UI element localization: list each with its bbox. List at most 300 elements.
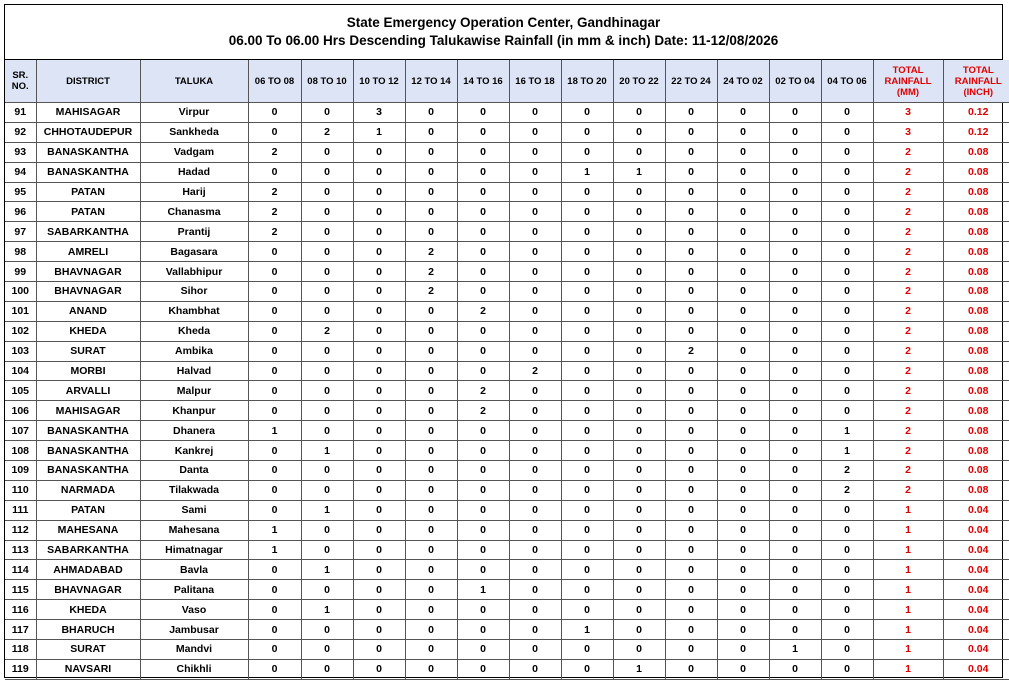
taluka-cell: Chikhli — [140, 659, 248, 679]
sr-no-cell: 107 — [5, 421, 36, 441]
slot-rainfall-cell: 0 — [353, 500, 405, 520]
total-inch-cell: 0.04 — [943, 640, 1009, 660]
slot-rainfall-cell: 0 — [353, 441, 405, 461]
slot-rainfall-cell: 0 — [301, 659, 353, 679]
slot-rainfall-cell: 0 — [665, 600, 717, 620]
table-row — [5, 282, 1009, 302]
slot-rainfall-cell: 0 — [405, 640, 457, 660]
total-inch-cell: 0.08 — [943, 321, 1009, 341]
slot-rainfall-cell: 0 — [248, 560, 301, 580]
table-row — [5, 242, 1009, 262]
slot-rainfall-cell: 0 — [769, 560, 821, 580]
slot-rainfall-cell: 1 — [821, 441, 873, 461]
slot-rainfall-cell: 0 — [769, 222, 821, 242]
slot-rainfall-cell: 0 — [613, 182, 665, 202]
slot-rainfall-cell: 0 — [353, 560, 405, 580]
slot-rainfall-cell: 0 — [509, 301, 561, 321]
slot-rainfall-cell: 0 — [769, 500, 821, 520]
district-cell: CHHOTAUDEPUR — [36, 122, 140, 142]
slot-rainfall-cell: 0 — [301, 480, 353, 500]
total-mm-cell: 1 — [873, 560, 943, 580]
sr-no-cell: 101 — [5, 301, 36, 321]
table-row — [5, 262, 1009, 282]
sr-no-cell: 105 — [5, 381, 36, 401]
slot-rainfall-cell: 2 — [457, 401, 509, 421]
slot-rainfall-cell: 0 — [353, 620, 405, 640]
slot-rainfall-cell: 0 — [301, 580, 353, 600]
table-row — [5, 162, 1009, 182]
slot-rainfall-cell: 0 — [821, 103, 873, 123]
slot-rainfall-cell: 0 — [613, 341, 665, 361]
slot-rainfall-cell: 0 — [457, 262, 509, 282]
slot-rainfall-cell: 0 — [405, 222, 457, 242]
slot-rainfall-cell: 0 — [561, 560, 613, 580]
slot-rainfall-cell: 0 — [769, 122, 821, 142]
slot-rainfall-cell: 0 — [405, 620, 457, 640]
slot-rainfall-cell: 0 — [509, 540, 561, 560]
slot-rainfall-cell: 1 — [769, 640, 821, 660]
total-mm-cell: 2 — [873, 341, 943, 361]
slot-rainfall-cell: 0 — [301, 401, 353, 421]
slot-rainfall-cell: 0 — [561, 441, 613, 461]
slot-rainfall-cell: 0 — [457, 242, 509, 262]
slot-rainfall-cell: 0 — [457, 202, 509, 222]
slot-rainfall-cell: 2 — [248, 222, 301, 242]
slot-rainfall-cell: 0 — [821, 640, 873, 660]
slot-rainfall-cell: 0 — [665, 421, 717, 441]
total-mm-cell: 2 — [873, 262, 943, 282]
slot-rainfall-cell: 0 — [353, 640, 405, 660]
slot-rainfall-cell: 0 — [613, 600, 665, 620]
slot-rainfall-cell: 0 — [665, 441, 717, 461]
table-header — [5, 60, 1009, 103]
slot-rainfall-cell: 0 — [613, 520, 665, 540]
header-slot: 24 TO 02 — [717, 60, 769, 103]
slot-rainfall-cell: 0 — [457, 659, 509, 679]
slot-rainfall-cell: 0 — [769, 659, 821, 679]
total-inch-cell: 0.04 — [943, 600, 1009, 620]
slot-rainfall-cell: 0 — [509, 262, 561, 282]
slot-rainfall-cell: 0 — [717, 500, 769, 520]
total-inch-cell: 0.08 — [943, 381, 1009, 401]
slot-rainfall-cell: 1 — [613, 659, 665, 679]
total-mm-cell: 2 — [873, 142, 943, 162]
slot-rainfall-cell: 0 — [353, 301, 405, 321]
total-mm-cell: 2 — [873, 441, 943, 461]
slot-rainfall-cell: 0 — [769, 600, 821, 620]
table-row — [5, 401, 1009, 421]
district-cell: BANASKANTHA — [36, 421, 140, 441]
sr-no-cell: 92 — [5, 122, 36, 142]
slot-rainfall-cell: 0 — [665, 480, 717, 500]
sr-no-cell: 102 — [5, 321, 36, 341]
slot-rainfall-cell: 0 — [613, 620, 665, 640]
slot-rainfall-cell: 0 — [665, 580, 717, 600]
slot-rainfall-cell: 0 — [405, 560, 457, 580]
district-cell: BHAVNAGAR — [36, 580, 140, 600]
slot-rainfall-cell: 0 — [613, 142, 665, 162]
total-mm-cell: 2 — [873, 321, 943, 341]
table-row — [5, 500, 1009, 520]
slot-rainfall-cell: 0 — [248, 461, 301, 481]
slot-rainfall-cell: 1 — [301, 600, 353, 620]
slot-rainfall-cell: 0 — [717, 282, 769, 302]
district-cell: BANASKANTHA — [36, 441, 140, 461]
total-inch-cell: 0.08 — [943, 142, 1009, 162]
slot-rainfall-cell: 0 — [821, 321, 873, 341]
slot-rainfall-cell: 0 — [769, 182, 821, 202]
slot-rainfall-cell: 0 — [353, 421, 405, 441]
slot-rainfall-cell: 0 — [405, 461, 457, 481]
slot-rainfall-cell: 0 — [665, 321, 717, 341]
slot-rainfall-cell: 0 — [613, 321, 665, 341]
slot-rainfall-cell: 0 — [248, 381, 301, 401]
slot-rainfall-cell: 0 — [769, 401, 821, 421]
slot-rainfall-cell: 0 — [509, 560, 561, 580]
slot-rainfall-cell: 0 — [561, 580, 613, 600]
district-cell: NARMADA — [36, 480, 140, 500]
slot-rainfall-cell: 0 — [457, 341, 509, 361]
slot-rainfall-cell: 0 — [665, 162, 717, 182]
slot-rainfall-cell: 2 — [821, 480, 873, 500]
slot-rainfall-cell: 1 — [821, 421, 873, 441]
slot-rainfall-cell: 1 — [613, 162, 665, 182]
slot-rainfall-cell: 0 — [665, 262, 717, 282]
slot-rainfall-cell: 0 — [248, 122, 301, 142]
slot-rainfall-cell: 0 — [353, 182, 405, 202]
slot-rainfall-cell: 0 — [769, 520, 821, 540]
slot-rainfall-cell: 0 — [509, 222, 561, 242]
slot-rainfall-cell: 0 — [613, 441, 665, 461]
total-mm-cell: 1 — [873, 620, 943, 640]
sr-no-cell: 116 — [5, 600, 36, 620]
slot-rainfall-cell: 0 — [353, 540, 405, 560]
total-mm-cell: 2 — [873, 421, 943, 441]
slot-rainfall-cell: 0 — [613, 202, 665, 222]
slot-rainfall-cell: 0 — [561, 421, 613, 441]
slot-rainfall-cell: 1 — [301, 441, 353, 461]
slot-rainfall-cell: 2 — [665, 341, 717, 361]
slot-rainfall-cell: 0 — [769, 620, 821, 640]
district-cell: BHAVNAGAR — [36, 282, 140, 302]
slot-rainfall-cell: 0 — [405, 321, 457, 341]
slot-rainfall-cell: 0 — [509, 480, 561, 500]
slot-rainfall-cell: 0 — [665, 620, 717, 640]
slot-rainfall-cell: 0 — [717, 441, 769, 461]
slot-rainfall-cell: 0 — [353, 341, 405, 361]
slot-rainfall-cell: 0 — [248, 600, 301, 620]
slot-rainfall-cell: 0 — [665, 282, 717, 302]
total-inch-cell: 0.08 — [943, 441, 1009, 461]
table-row — [5, 222, 1009, 242]
slot-rainfall-cell: 2 — [248, 182, 301, 202]
slot-rainfall-cell: 0 — [405, 580, 457, 600]
taluka-cell: Kheda — [140, 321, 248, 341]
taluka-cell: Ambika — [140, 341, 248, 361]
slot-rainfall-cell: 0 — [717, 361, 769, 381]
slot-rainfall-cell: 0 — [457, 421, 509, 441]
taluka-cell: Sami — [140, 500, 248, 520]
slot-rainfall-cell: 0 — [613, 560, 665, 580]
header-slot: 18 TO 20 — [561, 60, 613, 103]
slot-rainfall-cell: 0 — [457, 122, 509, 142]
slot-rainfall-cell: 0 — [301, 222, 353, 242]
slot-rainfall-cell: 0 — [769, 421, 821, 441]
slot-rainfall-cell: 1 — [248, 540, 301, 560]
slot-rainfall-cell: 0 — [301, 361, 353, 381]
slot-rainfall-cell: 0 — [457, 560, 509, 580]
sr-no-cell: 118 — [5, 640, 36, 660]
slot-rainfall-cell: 0 — [717, 620, 769, 640]
slot-rainfall-cell: 0 — [405, 341, 457, 361]
table-row — [5, 441, 1009, 461]
slot-rainfall-cell: 0 — [248, 441, 301, 461]
taluka-cell: Malpur — [140, 381, 248, 401]
slot-rainfall-cell: 0 — [561, 341, 613, 361]
taluka-cell: Vadgam — [140, 142, 248, 162]
slot-rainfall-cell: 0 — [248, 640, 301, 660]
district-cell: ANAND — [36, 301, 140, 321]
slot-rainfall-cell: 0 — [613, 222, 665, 242]
taluka-cell: Kankrej — [140, 441, 248, 461]
slot-rainfall-cell: 2 — [248, 142, 301, 162]
slot-rainfall-cell: 0 — [561, 520, 613, 540]
slot-rainfall-cell: 0 — [769, 381, 821, 401]
slot-rainfall-cell: 0 — [509, 421, 561, 441]
slot-rainfall-cell: 0 — [769, 262, 821, 282]
district-cell: BANASKANTHA — [36, 142, 140, 162]
taluka-cell: Halvad — [140, 361, 248, 381]
slot-rainfall-cell: 0 — [405, 500, 457, 520]
slot-rainfall-cell: 0 — [717, 580, 769, 600]
slot-rainfall-cell: 2 — [301, 122, 353, 142]
sr-no-cell: 99 — [5, 262, 36, 282]
district-cell: BANASKANTHA — [36, 461, 140, 481]
total-inch-cell: 0.08 — [943, 421, 1009, 441]
slot-rainfall-cell: 0 — [717, 262, 769, 282]
slot-rainfall-cell: 2 — [457, 381, 509, 401]
slot-rainfall-cell: 0 — [509, 103, 561, 123]
slot-rainfall-cell: 0 — [248, 401, 301, 421]
slot-rainfall-cell: 0 — [509, 142, 561, 162]
total-mm-cell: 1 — [873, 640, 943, 660]
slot-rainfall-cell: 0 — [301, 520, 353, 540]
slot-rainfall-cell: 1 — [248, 520, 301, 540]
total-mm-cell: 3 — [873, 122, 943, 142]
sr-no-cell: 112 — [5, 520, 36, 540]
table-row — [5, 520, 1009, 540]
slot-rainfall-cell: 0 — [821, 162, 873, 182]
slot-rainfall-cell: 0 — [457, 142, 509, 162]
slot-rainfall-cell: 0 — [717, 480, 769, 500]
slot-rainfall-cell: 0 — [509, 122, 561, 142]
slot-rainfall-cell: 0 — [561, 540, 613, 560]
slot-rainfall-cell: 0 — [248, 361, 301, 381]
district-cell: PATAN — [36, 202, 140, 222]
slot-rainfall-cell: 0 — [509, 282, 561, 302]
slot-rainfall-cell: 2 — [301, 321, 353, 341]
slot-rainfall-cell: 0 — [821, 242, 873, 262]
total-mm-cell: 2 — [873, 282, 943, 302]
total-inch-cell: 0.04 — [943, 520, 1009, 540]
slot-rainfall-cell: 0 — [561, 103, 613, 123]
total-inch-cell: 0.04 — [943, 659, 1009, 679]
slot-rainfall-cell: 0 — [405, 480, 457, 500]
header-slot: 16 TO 18 — [509, 60, 561, 103]
slot-rainfall-cell: 0 — [665, 461, 717, 481]
taluka-cell: Palitana — [140, 580, 248, 600]
sr-no-cell: 94 — [5, 162, 36, 182]
slot-rainfall-cell: 0 — [613, 381, 665, 401]
slot-rainfall-cell: 0 — [561, 401, 613, 421]
slot-rainfall-cell: 0 — [821, 282, 873, 302]
district-cell: MORBI — [36, 361, 140, 381]
sr-no-cell: 104 — [5, 361, 36, 381]
taluka-cell: Prantij — [140, 222, 248, 242]
total-mm-cell: 1 — [873, 540, 943, 560]
slot-rainfall-cell: 0 — [248, 282, 301, 302]
rainfall-table — [5, 60, 1009, 680]
slot-rainfall-cell: 0 — [405, 142, 457, 162]
slot-rainfall-cell: 0 — [301, 142, 353, 162]
slot-rainfall-cell: 0 — [613, 421, 665, 441]
slot-rainfall-cell: 0 — [457, 282, 509, 302]
taluka-cell: Tilakwada — [140, 480, 248, 500]
slot-rainfall-cell: 0 — [665, 520, 717, 540]
table-row — [5, 560, 1009, 580]
slot-rainfall-cell: 2 — [405, 282, 457, 302]
slot-rainfall-cell: 0 — [613, 242, 665, 262]
slot-rainfall-cell: 0 — [821, 262, 873, 282]
slot-rainfall-cell: 2 — [821, 461, 873, 481]
total-inch-cell: 0.08 — [943, 480, 1009, 500]
slot-rainfall-cell: 0 — [717, 182, 769, 202]
district-cell: SURAT — [36, 640, 140, 660]
slot-rainfall-cell: 0 — [769, 162, 821, 182]
slot-rainfall-cell: 0 — [769, 301, 821, 321]
slot-rainfall-cell: 0 — [509, 182, 561, 202]
district-cell: AMRELI — [36, 242, 140, 262]
total-mm-cell: 2 — [873, 182, 943, 202]
slot-rainfall-cell: 0 — [405, 361, 457, 381]
slot-rainfall-cell: 0 — [405, 202, 457, 222]
header-slot: 20 TO 22 — [613, 60, 665, 103]
slot-rainfall-cell: 0 — [248, 103, 301, 123]
slot-rainfall-cell: 0 — [509, 381, 561, 401]
slot-rainfall-cell: 0 — [821, 500, 873, 520]
slot-rainfall-cell: 0 — [301, 620, 353, 640]
slot-rainfall-cell: 0 — [613, 301, 665, 321]
sr-no-cell: 95 — [5, 182, 36, 202]
slot-rainfall-cell: 0 — [769, 361, 821, 381]
header-slot: 14 TO 16 — [457, 60, 509, 103]
taluka-cell: Mahesana — [140, 520, 248, 540]
slot-rainfall-cell: 0 — [509, 441, 561, 461]
slot-rainfall-cell: 0 — [509, 620, 561, 640]
slot-rainfall-cell: 0 — [717, 421, 769, 441]
slot-rainfall-cell: 0 — [561, 202, 613, 222]
slot-rainfall-cell: 0 — [561, 142, 613, 162]
slot-rainfall-cell: 0 — [613, 580, 665, 600]
slot-rainfall-cell: 0 — [613, 401, 665, 421]
sr-no-cell: 98 — [5, 242, 36, 262]
slot-rainfall-cell: 0 — [301, 341, 353, 361]
total-mm-cell: 2 — [873, 162, 943, 182]
total-inch-cell: 0.08 — [943, 182, 1009, 202]
slot-rainfall-cell: 0 — [301, 162, 353, 182]
district-cell: SURAT — [36, 341, 140, 361]
sr-no-cell: 93 — [5, 142, 36, 162]
district-cell: SABARKANTHA — [36, 540, 140, 560]
total-inch-cell: 0.04 — [943, 500, 1009, 520]
slot-rainfall-cell: 0 — [717, 520, 769, 540]
slot-rainfall-cell: 0 — [717, 381, 769, 401]
slot-rainfall-cell: 3 — [353, 103, 405, 123]
slot-rainfall-cell: 2 — [405, 242, 457, 262]
slot-rainfall-cell: 0 — [509, 162, 561, 182]
slot-rainfall-cell: 0 — [821, 560, 873, 580]
slot-rainfall-cell: 0 — [353, 659, 405, 679]
slot-rainfall-cell: 0 — [248, 262, 301, 282]
header-slot: 04 TO 06 — [821, 60, 873, 103]
table-body — [5, 103, 1009, 680]
total-inch-cell: 0.08 — [943, 401, 1009, 421]
slot-rainfall-cell: 0 — [457, 620, 509, 640]
table-row — [5, 341, 1009, 361]
sr-no-cell: 114 — [5, 560, 36, 580]
district-cell: BANASKANTHA — [36, 162, 140, 182]
slot-rainfall-cell: 0 — [821, 122, 873, 142]
slot-rainfall-cell: 0 — [353, 401, 405, 421]
slot-rainfall-cell: 1 — [301, 500, 353, 520]
slot-rainfall-cell: 0 — [821, 659, 873, 679]
slot-rainfall-cell: 1 — [561, 620, 613, 640]
table-row — [5, 620, 1009, 640]
total-mm-cell: 2 — [873, 202, 943, 222]
total-inch-cell: 0.08 — [943, 282, 1009, 302]
total-inch-cell: 0.08 — [943, 361, 1009, 381]
header-slot: 12 TO 14 — [405, 60, 457, 103]
slot-rainfall-cell: 0 — [821, 182, 873, 202]
table-row — [5, 580, 1009, 600]
taluka-cell: Sankheda — [140, 122, 248, 142]
slot-rainfall-cell: 0 — [353, 242, 405, 262]
slot-rainfall-cell: 0 — [613, 540, 665, 560]
slot-rainfall-cell: 0 — [457, 321, 509, 341]
slot-rainfall-cell: 0 — [665, 222, 717, 242]
slot-rainfall-cell: 0 — [301, 103, 353, 123]
slot-rainfall-cell: 0 — [665, 381, 717, 401]
total-inch-cell: 0.08 — [943, 162, 1009, 182]
slot-rainfall-cell: 0 — [561, 480, 613, 500]
slot-rainfall-cell: 0 — [769, 242, 821, 262]
slot-rainfall-cell: 0 — [353, 580, 405, 600]
total-inch-cell: 0.08 — [943, 301, 1009, 321]
taluka-cell: Bavla — [140, 560, 248, 580]
total-mm-cell: 1 — [873, 659, 943, 679]
slot-rainfall-cell: 0 — [821, 222, 873, 242]
slot-rainfall-cell: 0 — [769, 282, 821, 302]
district-cell: NAVSARI — [36, 659, 140, 679]
slot-rainfall-cell: 0 — [717, 341, 769, 361]
slot-rainfall-cell: 0 — [717, 103, 769, 123]
total-inch-cell: 0.08 — [943, 242, 1009, 262]
slot-rainfall-cell: 0 — [248, 480, 301, 500]
district-cell: MAHESANA — [36, 520, 140, 540]
slot-rainfall-cell: 0 — [509, 659, 561, 679]
slot-rainfall-cell: 0 — [717, 142, 769, 162]
slot-rainfall-cell: 0 — [717, 202, 769, 222]
